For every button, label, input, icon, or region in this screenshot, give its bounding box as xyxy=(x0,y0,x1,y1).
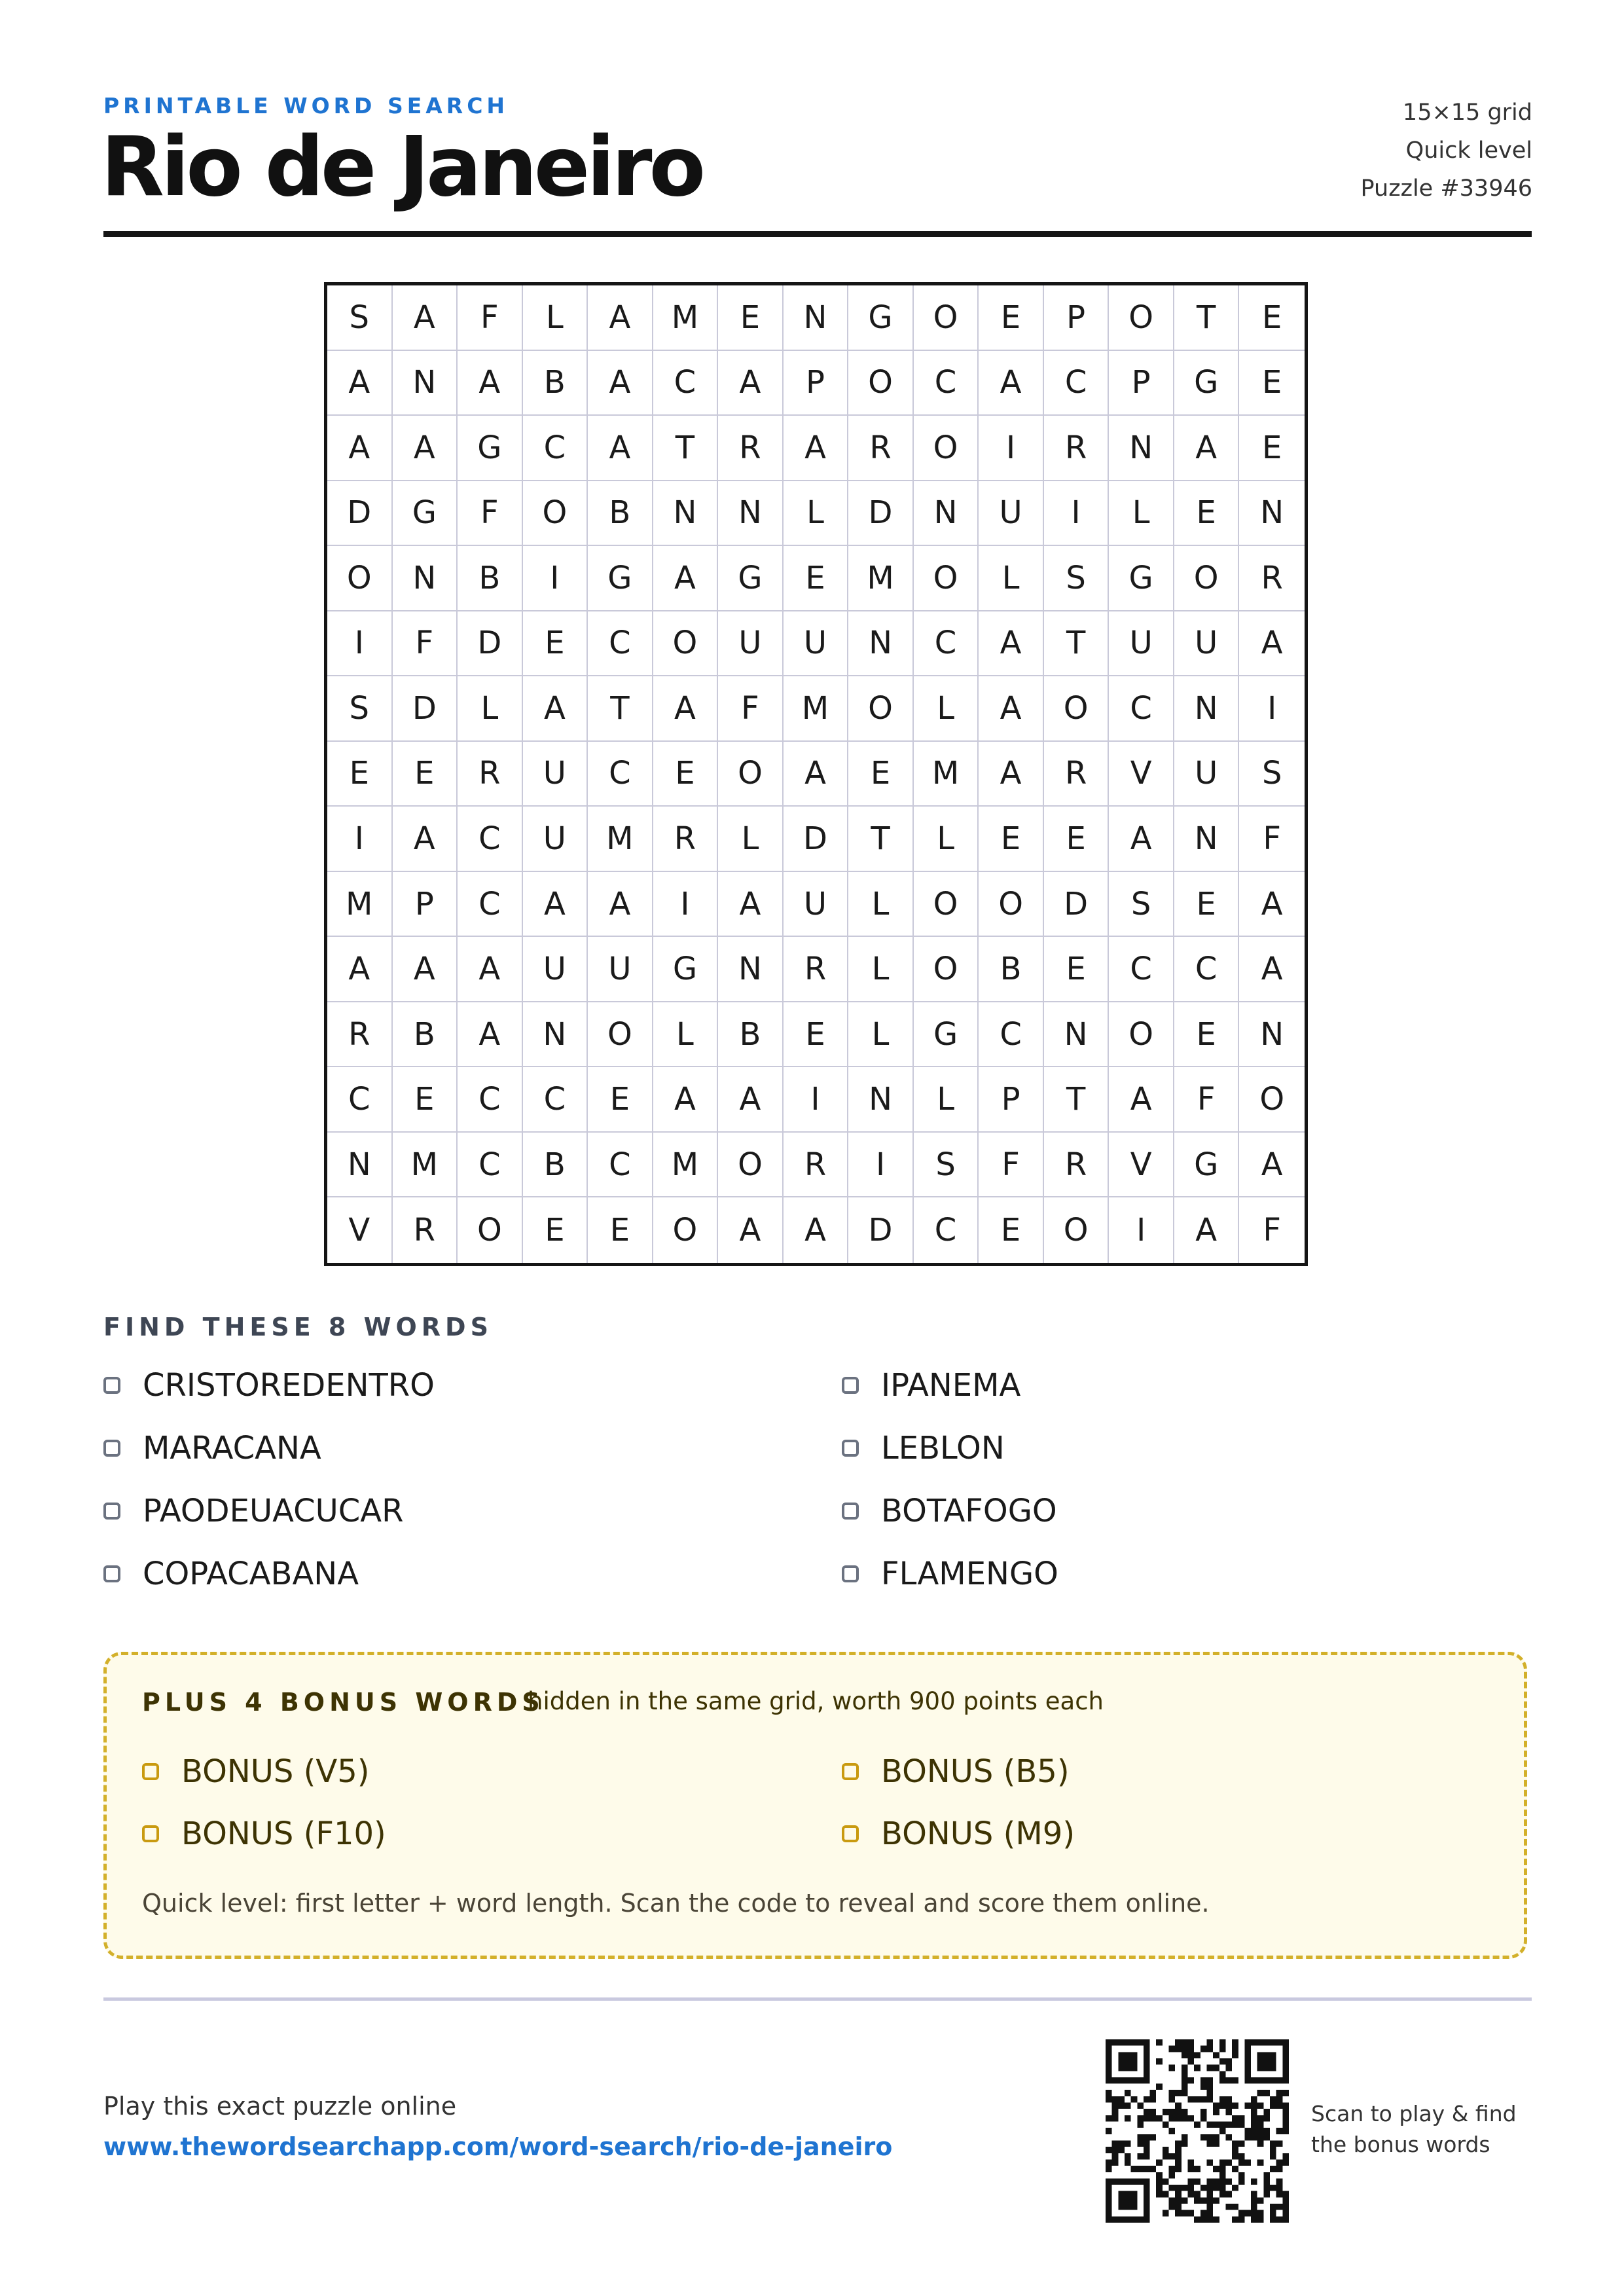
grid-cell[interactable]: O xyxy=(914,285,979,351)
checkbox-icon[interactable] xyxy=(842,1763,859,1780)
grid-cell[interactable]: C xyxy=(1044,351,1110,416)
grid-cell[interactable]: E xyxy=(588,1197,653,1263)
grid-cell[interactable]: E xyxy=(718,285,784,351)
word-item[interactable] xyxy=(842,1556,1058,1592)
grid-cell[interactable]: N xyxy=(393,351,458,416)
grid-cell[interactable]: D xyxy=(458,611,523,677)
puzzle-meta xyxy=(1361,94,1532,208)
grid-cell[interactable]: E xyxy=(393,742,458,807)
grid-cell[interactable]: L xyxy=(1109,481,1174,547)
grid-cell[interactable]: A xyxy=(718,1067,784,1133)
grid-cell[interactable]: C xyxy=(523,1067,588,1133)
grid-cell[interactable]: U xyxy=(1109,611,1174,677)
grid-cell[interactable]: G xyxy=(393,481,458,547)
grid-cell[interactable]: G xyxy=(848,285,914,351)
grid-cell[interactable]: N xyxy=(848,611,914,677)
grid-cell[interactable]: I xyxy=(848,1133,914,1198)
grid-cell[interactable]: I xyxy=(1109,1197,1174,1263)
word-item[interactable] xyxy=(103,1556,359,1592)
grid-cell[interactable]: O xyxy=(653,611,719,677)
grid-cell[interactable]: I xyxy=(327,807,393,872)
grid-cell[interactable]: L xyxy=(848,937,914,1002)
qr-caption-line: the bonus words xyxy=(1311,2132,1490,2157)
grid-cell[interactable]: L xyxy=(653,1002,719,1068)
grid-cell[interactable]: O xyxy=(914,937,979,1002)
grid-cell[interactable]: G xyxy=(653,937,719,1002)
bonus-word-label: BONUS (F10) xyxy=(181,1815,386,1852)
checkbox-icon[interactable] xyxy=(842,1503,859,1520)
checkbox-icon[interactable] xyxy=(103,1377,120,1394)
grid-cell[interactable]: R xyxy=(1044,1133,1110,1198)
grid-cell[interactable]: N xyxy=(1109,416,1174,481)
grid-cell[interactable]: L xyxy=(848,872,914,938)
grid-cell[interactable]: C xyxy=(458,872,523,938)
grid-cell[interactable]: O xyxy=(523,481,588,547)
grid-cell[interactable]: A xyxy=(979,351,1044,416)
grid-cell[interactable]: A xyxy=(718,1197,784,1263)
grid-cell[interactable]: C xyxy=(458,1067,523,1133)
grid-cell[interactable]: A xyxy=(393,416,458,481)
grid-cell[interactable]: L xyxy=(848,1002,914,1068)
qr-code-icon[interactable] xyxy=(1106,2039,1289,2223)
grid-cell[interactable]: O xyxy=(1109,285,1174,351)
grid-cell[interactable]: F xyxy=(393,611,458,677)
grid-cell[interactable]: I xyxy=(784,1067,849,1133)
grid-cell[interactable]: C xyxy=(914,351,979,416)
word-label: IPANEMA xyxy=(881,1367,1021,1404)
grid-cell[interactable]: A xyxy=(327,351,393,416)
grid-cell[interactable]: E xyxy=(1044,937,1110,1002)
word-item[interactable] xyxy=(103,1367,435,1404)
grid-cell[interactable]: U xyxy=(523,937,588,1002)
grid-cell[interactable]: G xyxy=(458,416,523,481)
grid-cell[interactable]: A xyxy=(1239,937,1305,1002)
grid-cell[interactable]: R xyxy=(327,1002,393,1068)
qr-caption xyxy=(1311,2098,1517,2160)
grid-cell[interactable]: C xyxy=(588,742,653,807)
grid-cell[interactable]: P xyxy=(1044,285,1110,351)
grid-cell[interactable]: S xyxy=(1044,546,1110,611)
grid-cell[interactable]: O xyxy=(848,676,914,742)
grid-cell[interactable]: A xyxy=(979,742,1044,807)
page-eyebrow: PRINTABLE WORD SEARCH xyxy=(103,93,509,118)
grid-cell[interactable]: M xyxy=(848,546,914,611)
grid-cell[interactable]: O xyxy=(914,872,979,938)
grid-cell[interactable]: R xyxy=(653,807,719,872)
grid-cell[interactable]: C xyxy=(458,1133,523,1198)
grid-cell[interactable]: G xyxy=(718,546,784,611)
grid-cell[interactable]: A xyxy=(653,546,719,611)
grid-cell[interactable]: O xyxy=(588,1002,653,1068)
bonus-word-item[interactable] xyxy=(142,1753,369,1790)
grid-cell[interactable]: T xyxy=(588,676,653,742)
bonus-word-item[interactable] xyxy=(842,1753,1070,1790)
grid-cell[interactable]: M xyxy=(784,676,849,742)
letter-grid xyxy=(324,282,1308,1266)
grid-cell[interactable]: A xyxy=(718,351,784,416)
grid-cell[interactable]: C xyxy=(1109,676,1174,742)
grid-cell[interactable]: A xyxy=(588,416,653,481)
grid-cell[interactable]: F xyxy=(1174,1067,1240,1133)
grid-cell[interactable]: G xyxy=(1174,351,1240,416)
puzzle-id-label: Puzzle #33946 xyxy=(1360,175,1532,202)
grid-cell[interactable]: E xyxy=(653,742,719,807)
grid-cell[interactable]: F xyxy=(1263,1212,1282,1249)
grid-cell[interactable]: G xyxy=(914,1002,979,1068)
grid-cell[interactable]: R xyxy=(784,1133,849,1198)
grid-cell[interactable]: A xyxy=(393,285,458,351)
checkbox-icon[interactable] xyxy=(842,1825,859,1842)
grid-cell[interactable]: E xyxy=(1174,872,1240,938)
grid-cell[interactable]: D xyxy=(327,481,393,547)
grid-cell[interactable]: B xyxy=(979,937,1044,1002)
grid-cell[interactable]: B xyxy=(393,1002,458,1068)
grid-cell[interactable]: N xyxy=(784,285,849,351)
grid-cell[interactable]: A xyxy=(1239,872,1305,938)
grid-cell[interactable]: F xyxy=(979,1133,1044,1198)
grid-cell[interactable]: U xyxy=(718,611,784,677)
grid-cell[interactable]: A xyxy=(784,742,849,807)
grid-cell[interactable]: O xyxy=(718,742,784,807)
grid-cell[interactable]: I xyxy=(979,416,1044,481)
grid-cell[interactable]: O xyxy=(914,546,979,611)
grid-cell[interactable]: A xyxy=(327,416,393,481)
grid-cell[interactable]: N xyxy=(653,481,719,547)
grid-cell[interactable]: A xyxy=(784,1197,849,1263)
grid-cell[interactable]: U xyxy=(784,872,849,938)
grid-cell[interactable]: I xyxy=(1044,481,1110,547)
word-item[interactable] xyxy=(842,1430,1005,1467)
grid-cell[interactable]: O xyxy=(1044,1197,1110,1263)
grid-cell[interactable]: L xyxy=(523,285,588,351)
grid-cell[interactable]: I xyxy=(653,872,719,938)
grid-cell[interactable]: P xyxy=(393,872,458,938)
grid-cell[interactable]: U xyxy=(979,481,1044,547)
grid-cell[interactable]: O xyxy=(979,872,1044,938)
grid-cell[interactable]: L xyxy=(784,481,849,547)
level-label: Quick level xyxy=(1405,137,1532,164)
grid-cell[interactable]: N xyxy=(1239,481,1305,547)
grid-cell[interactable]: N xyxy=(914,481,979,547)
grid-cell[interactable]: E xyxy=(1239,416,1305,481)
grid-cell[interactable]: M xyxy=(327,872,393,938)
grid-cell[interactable]: C xyxy=(458,807,523,872)
grid-cell[interactable]: R xyxy=(1044,416,1110,481)
grid-cell[interactable]: C xyxy=(523,416,588,481)
grid-cell[interactable]: A xyxy=(1109,1067,1174,1133)
grid-cell[interactable]: T xyxy=(653,416,719,481)
bonus-word-item[interactable] xyxy=(842,1815,1075,1852)
grid-cell[interactable]: O xyxy=(1239,1067,1305,1133)
grid-cell[interactable]: R xyxy=(458,742,523,807)
grid-cell[interactable]: N xyxy=(393,546,458,611)
grid-cell[interactable]: A xyxy=(1174,1197,1240,1263)
grid-cell[interactable]: T xyxy=(1044,611,1110,677)
grid-cell[interactable]: L xyxy=(718,807,784,872)
grid-cell[interactable]: P xyxy=(979,1067,1044,1133)
grid-cell[interactable]: E xyxy=(327,742,393,807)
grid-cell[interactable]: R xyxy=(1239,546,1305,611)
grid-cell[interactable]: P xyxy=(784,351,849,416)
grid-cell[interactable]: L xyxy=(458,676,523,742)
grid-cell[interactable]: M xyxy=(653,1133,719,1198)
grid-cell[interactable]: U xyxy=(523,807,588,872)
grid-cell[interactable]: C xyxy=(914,611,979,677)
grid-cell[interactable]: L xyxy=(914,807,979,872)
grid-cell[interactable]: A xyxy=(458,351,523,416)
grid-cell[interactable]: D xyxy=(393,676,458,742)
grid-cell[interactable]: B xyxy=(523,1133,588,1198)
word-label: CRISTOREDENTRO xyxy=(143,1367,435,1404)
checkbox-icon[interactable] xyxy=(842,1440,859,1457)
grid-cell[interactable]: O xyxy=(1044,676,1110,742)
grid-cell[interactable]: O xyxy=(1174,546,1240,611)
grid-cell[interactable]: N xyxy=(327,1133,393,1198)
grid-cell[interactable]: D xyxy=(784,807,849,872)
grid-cell[interactable]: A xyxy=(979,676,1044,742)
grid-cell[interactable]: E xyxy=(1174,1002,1240,1068)
grid-cell[interactable]: O xyxy=(653,1197,719,1263)
grid-cell[interactable]: S xyxy=(1109,872,1174,938)
grid-cell[interactable]: A xyxy=(653,676,719,742)
header-divider xyxy=(103,231,1532,237)
grid-cell[interactable]: A xyxy=(523,676,588,742)
grid-cell[interactable]: A xyxy=(653,1067,719,1133)
word-label: FLAMENGO xyxy=(881,1556,1058,1592)
word-label: COPACABANA xyxy=(143,1556,359,1592)
grid-cell[interactable]: A xyxy=(393,807,458,872)
grid-cell[interactable]: A xyxy=(1239,611,1305,677)
grid-cell[interactable]: L xyxy=(914,676,979,742)
grid-cell[interactable]: A xyxy=(1109,807,1174,872)
grid-cell[interactable]: A xyxy=(458,937,523,1002)
grid-cell[interactable]: F xyxy=(1239,807,1305,872)
grid-cell[interactable]: A xyxy=(588,351,653,416)
grid-cell[interactable]: E xyxy=(979,285,1044,351)
grid-cell[interactable]: C xyxy=(1109,937,1174,1002)
grid-cell[interactable]: O xyxy=(914,416,979,481)
grid-cell[interactable]: E xyxy=(784,546,849,611)
grid-cell[interactable]: U xyxy=(588,937,653,1002)
grid-cell[interactable]: C xyxy=(653,351,719,416)
grid-cell[interactable]: I xyxy=(327,611,393,677)
checkbox-icon[interactable] xyxy=(842,1565,859,1582)
grid-cell[interactable]: N xyxy=(523,1002,588,1068)
grid-cell[interactable]: F xyxy=(458,285,523,351)
grid-cell[interactable]: G xyxy=(1174,1133,1240,1198)
footer-divider xyxy=(103,1997,1532,2001)
grid-cell[interactable]: C xyxy=(588,611,653,677)
grid-cell[interactable]: U xyxy=(784,611,849,677)
grid-cell[interactable]: E xyxy=(784,1002,849,1068)
checkbox-icon[interactable] xyxy=(103,1565,120,1582)
grid-cell[interactable]: E xyxy=(1044,807,1110,872)
grid-cell[interactable]: G xyxy=(1109,546,1174,611)
grid-cell[interactable]: L xyxy=(914,1067,979,1133)
grid-cell[interactable]: E xyxy=(979,1197,1044,1263)
grid-cell[interactable]: M xyxy=(393,1133,458,1198)
grid-cell[interactable]: P xyxy=(1109,351,1174,416)
grid-cell[interactable]: O xyxy=(1109,1002,1174,1068)
grid-cell[interactable]: A xyxy=(523,872,588,938)
word-label: LEBLON xyxy=(881,1430,1005,1467)
grid-cell[interactable]: C xyxy=(979,1002,1044,1068)
grid-size-label: 15×15 grid xyxy=(1402,100,1532,126)
grid-cell[interactable]: U xyxy=(523,742,588,807)
bonus-word-label: BONUS (B5) xyxy=(881,1753,1070,1790)
grid-cell[interactable]: O xyxy=(718,1133,784,1198)
puzzle-url-link[interactable]: www.thewordsearchapp.com/word-search/rio-de-janeiro xyxy=(103,2132,893,2161)
grid-cell[interactable]: N xyxy=(1174,676,1240,742)
grid-cell[interactable]: E xyxy=(523,611,588,677)
grid-cell[interactable]: R xyxy=(1044,742,1110,807)
bonus-subtitle: hidden in the same grid, worth 900 points each xyxy=(528,1687,1104,1715)
qr-caption-line: Scan to play & find xyxy=(1311,2101,1517,2126)
checkbox-icon[interactable] xyxy=(142,1763,159,1780)
grid-cell[interactable]: C xyxy=(1174,937,1240,1002)
word-label: MARACANA xyxy=(143,1430,321,1467)
grid-cell[interactable]: I xyxy=(1239,676,1305,742)
grid-cell[interactable]: A xyxy=(458,1002,523,1068)
grid-cell[interactable]: F xyxy=(458,481,523,547)
grid-cell[interactable]: E xyxy=(1174,481,1240,547)
grid-cell[interactable]: R xyxy=(848,416,914,481)
grid-cell[interactable]: V xyxy=(327,1197,393,1263)
grid-cell[interactable]: A xyxy=(588,285,653,351)
grid-cell[interactable]: B xyxy=(718,1002,784,1068)
bonus-word-label: BONUS (V5) xyxy=(181,1753,370,1790)
grid-cell[interactable]: O xyxy=(327,546,393,611)
grid-cell[interactable]: E xyxy=(1239,351,1305,416)
grid-cell[interactable]: F xyxy=(718,676,784,742)
bonus-heading: PLUS 4 BONUS WORDS xyxy=(142,1688,545,1717)
grid-cell[interactable]: A xyxy=(1174,416,1240,481)
word-item[interactable] xyxy=(842,1493,1057,1529)
grid-cell[interactable]: T xyxy=(1174,285,1240,351)
bonus-word-item[interactable] xyxy=(142,1815,386,1852)
grid-cell[interactable]: N xyxy=(718,481,784,547)
grid-cell[interactable]: R xyxy=(784,937,849,1002)
grid-cell[interactable]: T xyxy=(1044,1067,1110,1133)
grid-cell[interactable]: L xyxy=(979,546,1044,611)
grid-cell[interactable]: D xyxy=(1044,872,1110,938)
grid-cell[interactable]: A xyxy=(393,937,458,1002)
grid-cell[interactable]: M xyxy=(914,742,979,807)
word-item[interactable] xyxy=(103,1493,403,1529)
grid-cell[interactable]: B xyxy=(523,351,588,416)
grid-cell[interactable]: U xyxy=(1174,742,1240,807)
checkbox-icon[interactable] xyxy=(103,1503,120,1520)
grid-cell[interactable]: C xyxy=(327,1067,393,1133)
grid-cell[interactable]: D xyxy=(848,1197,914,1263)
grid-cell[interactable]: E xyxy=(848,742,914,807)
checkbox-icon[interactable] xyxy=(103,1440,120,1457)
grid-cell[interactable]: S xyxy=(1239,742,1305,807)
grid-cell[interactable]: O xyxy=(848,351,914,416)
grid-cell[interactable]: U xyxy=(1174,611,1240,677)
checkbox-icon[interactable] xyxy=(842,1377,859,1394)
grid-cell[interactable]: B xyxy=(458,546,523,611)
grid-cell[interactable]: G xyxy=(588,546,653,611)
word-list-heading: FIND THESE 8 WORDS xyxy=(103,1313,493,1341)
grid-cell[interactable]: A xyxy=(718,872,784,938)
grid-cell[interactable]: T xyxy=(848,807,914,872)
grid-cell[interactable]: O xyxy=(458,1197,523,1263)
grid-cell[interactable]: A xyxy=(327,937,393,1002)
grid-cell[interactable]: C xyxy=(914,1197,979,1263)
grid-cell[interactable]: N xyxy=(1174,807,1240,872)
word-item[interactable] xyxy=(103,1430,321,1467)
grid-cell[interactable]: N xyxy=(718,937,784,1002)
grid-cell[interactable]: I xyxy=(523,546,588,611)
bonus-word-label: BONUS (M9) xyxy=(881,1815,1075,1852)
grid-cell[interactable]: A xyxy=(979,611,1044,677)
grid-cell[interactable]: N xyxy=(1044,1002,1110,1068)
grid-cell[interactable]: E xyxy=(979,807,1044,872)
word-label: PAODEUACUCAR xyxy=(143,1493,404,1529)
grid-cell[interactable]: S xyxy=(327,676,393,742)
play-online-label: Play this exact puzzle online xyxy=(103,2092,457,2121)
grid-cell[interactable]: V xyxy=(1109,742,1174,807)
grid-cell[interactable]: E xyxy=(523,1197,588,1263)
grid-cell[interactable]: V xyxy=(1109,1133,1174,1198)
grid-cell[interactable]: C xyxy=(588,1133,653,1198)
grid-cell[interactable]: M xyxy=(588,807,653,872)
page-title: Rio de Janeiro xyxy=(101,118,703,215)
word-label: BOTAFOGO xyxy=(881,1493,1057,1529)
grid-cell[interactable]: M xyxy=(653,285,719,351)
grid-cell[interactable]: N xyxy=(1239,1002,1305,1068)
grid-cell[interactable]: A xyxy=(588,872,653,938)
grid-cell[interactable]: E xyxy=(1239,285,1305,351)
grid-cell[interactable]: R xyxy=(393,1197,458,1263)
grid-cell[interactable]: S xyxy=(914,1133,979,1198)
grid-cell[interactable]: S xyxy=(327,285,393,351)
grid-cell[interactable]: E xyxy=(588,1067,653,1133)
bonus-note: Quick level: first letter + word length. Scan the code to reveal and score them online. xyxy=(142,1889,1210,1918)
grid-cell[interactable]: A xyxy=(1239,1133,1305,1198)
word-item[interactable] xyxy=(842,1367,1020,1404)
grid-cell[interactable]: D xyxy=(848,481,914,547)
grid-cell[interactable]: B xyxy=(588,481,653,547)
grid-cell[interactable]: N xyxy=(848,1067,914,1133)
grid-cell[interactable]: E xyxy=(393,1067,458,1133)
grid-cell[interactable]: A xyxy=(784,416,849,481)
checkbox-icon[interactable] xyxy=(142,1825,159,1842)
grid-cell[interactable]: R xyxy=(718,416,784,481)
